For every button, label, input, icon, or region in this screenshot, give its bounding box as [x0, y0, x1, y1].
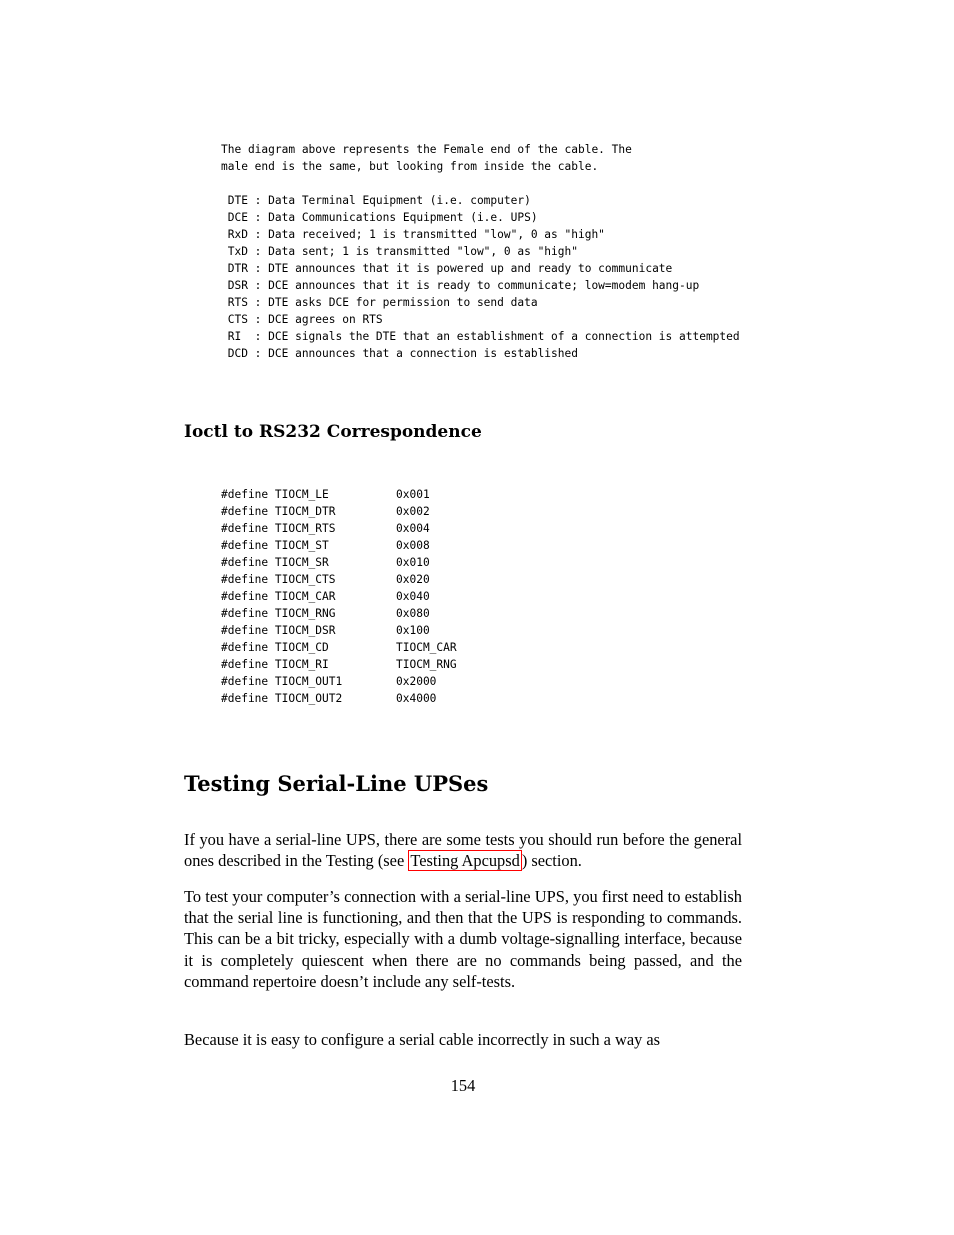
define-row — [221, 537, 457, 554]
serial-test-paragraph: To test your computer’s connection with a serial-line UPS, you first need to establish that the serial line is functioning, and then that the UPS is responding to commands. This can be a bit tricky, especially with a dumb voltage-signalling interface, because it is completely quiescent when there are no commands being passed, and the command repertoire doesn’t include any self-tests. — [184, 887, 742, 991]
define-value: 0x2000 — [396, 675, 437, 688]
paragraph-text: ) section. — [521, 851, 582, 871]
define-row — [221, 605, 457, 622]
define-name: #define TIOCM_OUT2 — [221, 692, 343, 705]
define-name: #define TIOCM_CAR — [221, 590, 336, 603]
glossary-line: RI : DCE signals the DTE that an establishment of a connection is attempted — [221, 330, 740, 343]
define-row — [221, 673, 457, 690]
define-row — [221, 486, 457, 503]
define-row — [221, 571, 457, 588]
define-value: 0x010 — [396, 556, 430, 569]
define-name: #define TIOCM_ST — [221, 539, 329, 552]
ioctl-defines-code — [221, 486, 457, 707]
glossary-line: DTE : Data Terminal Equipment (i.e. computer) — [221, 194, 531, 207]
signal-glossary — [221, 192, 740, 362]
glossary-line: RxD : Data received; 1 is transmitted "low", 0 as "high" — [221, 228, 605, 241]
define-row — [221, 503, 457, 520]
glossary-line: DSR : DCE announces that it is ready to communicate; low=modem hang-up — [221, 279, 700, 292]
define-value: TIOCM_CAR — [396, 641, 457, 654]
define-row — [221, 622, 457, 639]
glossary-line: RTS : DTE asks DCE for permission to send data — [221, 296, 538, 309]
define-name: #define TIOCM_SR — [221, 556, 329, 569]
cable-config-paragraph: Because it is easy to configure a serial cable incorrectly in such a way as — [184, 1030, 661, 1049]
define-value: 0x4000 — [396, 692, 437, 705]
define-value: 0x008 — [396, 539, 430, 552]
note-line: male end is the same, but looking from inside the cable. — [221, 160, 599, 173]
define-name: #define TIOCM_RI — [221, 658, 329, 671]
intro-paragraph — [184, 829, 742, 871]
glossary-line: DCD : DCE announces that a connection is established — [221, 347, 578, 360]
define-value: TIOCM_RNG — [396, 658, 457, 671]
testing-apcupsd-link[interactable]: Testing Apcupsd — [410, 851, 520, 871]
define-row — [221, 656, 457, 673]
define-value: 0x004 — [396, 522, 430, 535]
define-name: #define TIOCM_CTS — [221, 573, 336, 586]
define-row — [221, 588, 457, 605]
define-value: 0x020 — [396, 573, 430, 586]
define-name: #define TIOCM_LE — [221, 488, 329, 501]
define-name: #define TIOCM_OUT1 — [221, 675, 343, 688]
define-row — [221, 554, 457, 571]
section-heading: Testing Serial-Line UPSes — [184, 771, 489, 796]
define-value: 0x080 — [396, 607, 430, 620]
cable-diagram-note — [221, 141, 632, 175]
note-line: The diagram above represents the Female end of the cable. The — [221, 143, 632, 156]
glossary-line: CTS : DCE agrees on RTS — [221, 313, 383, 326]
paragraph-text: If you have a serial-line UPS, there are some tests you should run before the general ones described in the Testing (see — [184, 830, 742, 871]
define-name: #define TIOCM_RNG — [221, 607, 336, 620]
glossary-line: DTR : DTE announces that it is powered up and ready to communicate — [221, 262, 673, 275]
define-value: 0x040 — [396, 590, 430, 603]
glossary-line: DCE : Data Communications Equipment (i.e. UPS) — [221, 211, 538, 224]
page-number: 154 — [450, 1076, 476, 1095]
define-row — [221, 639, 457, 656]
define-row — [221, 690, 457, 707]
define-name: #define TIOCM_DTR — [221, 505, 336, 518]
define-name: #define TIOCM_DSR — [221, 624, 336, 637]
define-value: 0x001 — [396, 488, 430, 501]
ioctl-heading: Ioctl to RS232 Correspondence — [184, 422, 482, 442]
glossary-line: TxD : Data sent; 1 is transmitted "low", 0 as "high" — [221, 245, 578, 258]
define-value: 0x002 — [396, 505, 430, 518]
define-row — [221, 520, 457, 537]
define-value: 0x100 — [396, 624, 430, 637]
define-name: #define TIOCM_CD — [221, 641, 329, 654]
define-name: #define TIOCM_RTS — [221, 522, 336, 535]
